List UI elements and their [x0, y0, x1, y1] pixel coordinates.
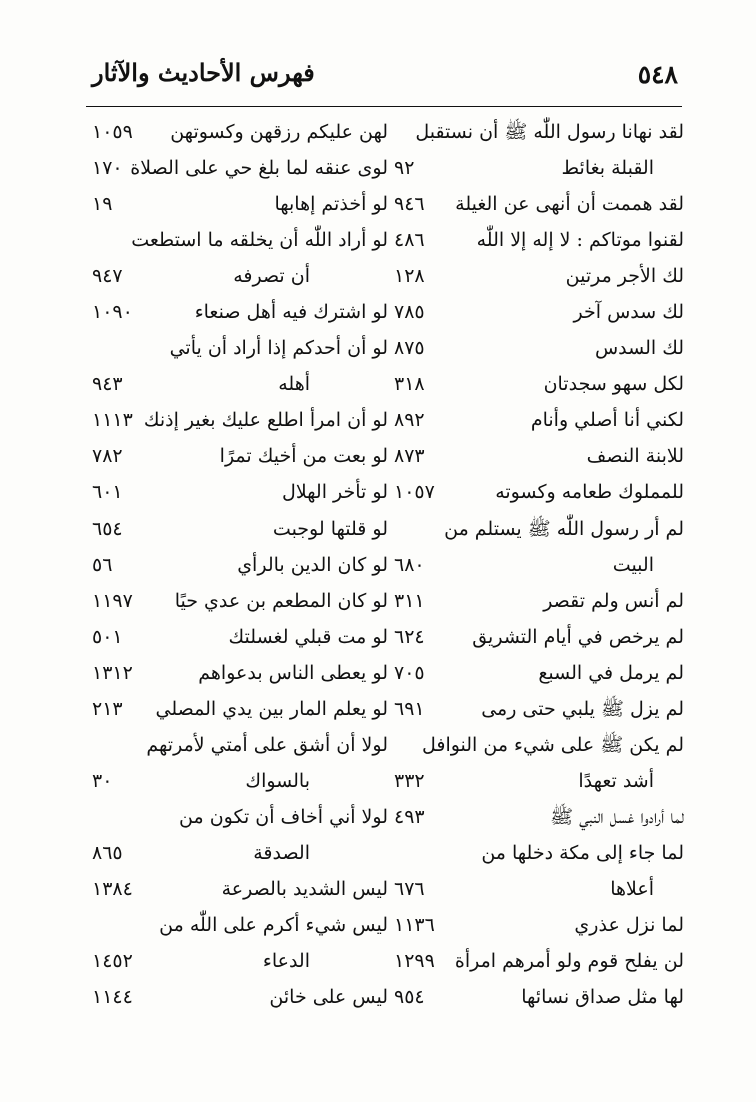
index-entry — [92, 835, 388, 871]
entry-text: البيت — [612, 553, 654, 576]
entry-page-number: ٨٦٥ — [92, 841, 123, 864]
header-rule — [86, 106, 682, 107]
entry-text: لولا أن أشق على أمتي لأمرتهم — [146, 733, 388, 756]
entry-text: لم يكن ﷺ على شيء من النوافل — [421, 733, 684, 756]
entry-page-number: ١٣١٢ — [92, 661, 133, 684]
entry-page-number: ٥٦ — [92, 553, 113, 576]
index-entry — [92, 186, 388, 222]
entry-page-number: ١١٩٧ — [92, 589, 133, 612]
entry-text: لو أخذتم إهابها — [274, 193, 388, 216]
entry-text: لما نزل عذري — [574, 914, 684, 937]
entry-text: لو اشترك فيه أهل صنعاء — [194, 301, 388, 324]
entry-page-number: ٣٠ — [92, 769, 113, 792]
entry-page-number: ٩٤٧ — [92, 265, 123, 288]
entry-text: ليس شيء أكرم على اللّٰه من — [159, 914, 388, 937]
entry-page-number: ٩٤٣ — [92, 373, 123, 396]
index-entry — [92, 294, 388, 330]
entry-text: لو كان الدين بالرأي — [237, 553, 388, 576]
entry-text: لو أن امرأ اطلع عليك بغير إذنك — [143, 409, 388, 432]
entry-page-number: ٦٥٤ — [92, 517, 123, 540]
entry-text: للمملوك طعامه وكسوته — [495, 481, 684, 504]
entry-page-number: ١٠٥٩ — [92, 121, 133, 143]
entry-text: لو مت قبلي لغسلتك — [228, 625, 388, 648]
index-entry — [92, 438, 388, 474]
page-number: ٥٤٨ — [637, 60, 678, 89]
index-entry — [394, 258, 684, 294]
index-entry — [92, 547, 388, 583]
index-entry — [394, 655, 684, 691]
index-entry — [394, 943, 684, 979]
entry-text: الدعاء — [262, 950, 310, 973]
index-entry — [394, 402, 684, 438]
index-entry — [394, 979, 684, 1015]
entry-text: لو أراد اللّٰه أن يخلقه ما استطعت — [131, 229, 388, 252]
entry-page-number: ٨٧٣ — [394, 445, 425, 468]
index-entry — [394, 222, 684, 258]
entry-text: الصدقة — [253, 841, 310, 864]
entry-text: لهن عليكم رزقهن وكسوتهن — [170, 121, 388, 143]
index-entry — [394, 619, 684, 655]
entry-text: لكل سهو سجدتان — [543, 373, 684, 396]
entry-page-number: ٥٠١ — [92, 625, 123, 648]
entry-text: للابنة النصف — [586, 445, 684, 468]
entry-page-number: ٢١٣ — [92, 697, 123, 720]
index-entry — [92, 799, 388, 835]
entry-text: لو تأخر الهلال — [282, 481, 388, 504]
entry-page-number: ٨٩٢ — [394, 409, 425, 432]
index-entry — [92, 871, 388, 907]
entry-page-number: ٧٠٥ — [394, 661, 425, 684]
index-entry — [394, 583, 684, 619]
entry-text: لو يعطى الناس بدعواهم — [198, 661, 388, 684]
index-entry — [394, 294, 684, 330]
entry-page-number: ٣١١ — [394, 589, 425, 612]
entry-page-number: ١٩ — [92, 193, 113, 216]
entry-text: بالسواك — [245, 769, 310, 792]
index-entry — [92, 943, 388, 979]
entry-text: القبلة بغائط — [561, 157, 654, 180]
index-entry — [394, 763, 684, 799]
entry-page-number: ٧٨٥ — [394, 301, 425, 324]
entry-text: لقد هممت أن أنهى عن الغيلة — [455, 193, 684, 216]
entry-text: لوى عنقه لما بلغ حي على الصلاة — [130, 157, 388, 180]
entry-text: لم أر رسول اللّٰه ﷺ يستلم من — [444, 517, 684, 540]
index-column-left — [92, 114, 388, 1015]
index-entry — [92, 691, 388, 727]
index-entry — [394, 438, 684, 474]
index-entry — [394, 547, 684, 583]
entry-page-number: ٣١٨ — [394, 373, 425, 396]
index-entry — [92, 583, 388, 619]
entry-page-number: ٤٨٦ — [394, 229, 425, 252]
entry-text: لو قلتها لوجبت — [272, 517, 388, 540]
index-entry — [92, 330, 388, 366]
entry-page-number: ١١٣٦ — [394, 914, 435, 937]
entry-page-number: ١٧٠ — [92, 157, 123, 180]
entry-text: لو بعت من أخيك تمرًا — [219, 445, 388, 468]
index-entry — [394, 150, 684, 186]
entry-text: لقنوا موتاكم : لا إله إلا اللّٰه — [476, 229, 684, 252]
entry-page-number: ٦٩١ — [394, 697, 425, 720]
index-entry — [394, 907, 684, 943]
entry-page-number: ١١٤٤ — [92, 986, 133, 1009]
index-entry — [92, 402, 388, 438]
entry-page-number: ١٠٩٠ — [92, 301, 133, 324]
index-entry — [394, 835, 684, 871]
index-entry — [394, 799, 684, 835]
entry-text: لو أن أحدكم إذا أراد أن يأتي — [169, 337, 388, 360]
index-entry — [394, 474, 684, 510]
entry-text: لما جاء إلى مكة دخلها من — [481, 841, 684, 864]
entry-text: لك الأجر مرتين — [565, 265, 684, 288]
entry-text: لن يفلح قوم ولو أمرهم امرأة — [454, 950, 684, 973]
entry-text: لقد نهانا رسول اللّٰه ﷺ أن نستقبل — [415, 121, 684, 143]
entry-page-number: ٤٩٣ — [394, 805, 425, 828]
index-entry — [394, 366, 684, 402]
entry-text: ليس الشديد بالصرعة — [221, 877, 388, 900]
index-entry — [92, 979, 388, 1015]
entry-text: لك سدس آخر — [573, 301, 684, 324]
index-entry — [92, 727, 388, 763]
index-entry — [92, 511, 388, 547]
index-entry — [92, 258, 388, 294]
entry-page-number: ٩٢ — [394, 157, 415, 180]
index-entry — [394, 871, 684, 907]
index-entry — [92, 763, 388, 799]
index-entry — [92, 474, 388, 510]
index-entry — [394, 114, 684, 150]
entry-page-number: ٦٨٠ — [394, 553, 425, 576]
entry-page-number: ٣٣٢ — [394, 769, 425, 792]
entry-text: أهله — [278, 373, 310, 396]
entry-page-number: ٦٠١ — [92, 481, 123, 504]
entry-page-number: ٦٢٤ — [394, 625, 425, 648]
entry-page-number: ٧٨٢ — [92, 445, 123, 468]
entry-page-number: ١٤٥٢ — [92, 950, 133, 973]
entry-text: ليس على خائن — [269, 986, 388, 1009]
entry-text: لم أنس ولم تقصر — [543, 589, 684, 612]
entry-page-number: ٨٧٥ — [394, 337, 425, 360]
index-entry — [92, 150, 388, 186]
index-entry — [394, 691, 684, 727]
index-entry — [394, 727, 684, 763]
entry-page-number: ١١١٣ — [92, 409, 133, 432]
index-entry — [394, 511, 684, 547]
entry-page-number: ١٠٥٧ — [394, 481, 435, 504]
index-entry — [92, 619, 388, 655]
entry-text: لك السدس — [594, 337, 684, 360]
entry-page-number: ٩٥٤ — [394, 986, 425, 1009]
entry-page-number: ١٣٨٤ — [92, 877, 133, 900]
entry-text: أشد تعهدًا — [578, 769, 654, 792]
entry-text: لم يرخص في أيام التشريق — [472, 625, 684, 648]
index-entry — [92, 366, 388, 402]
index-entry — [92, 222, 388, 258]
entry-text: لو كان المطعم بن عدي حيًا — [174, 589, 388, 612]
entry-page-number: ٩٤٦ — [394, 193, 425, 216]
page-title: فهرس الأحاديث والآثار — [92, 58, 315, 87]
entry-text: لم يرمل في السبع — [538, 661, 684, 684]
entry-text: لولا أني أخاف أن تكون من — [179, 805, 388, 828]
entry-text: أعلاها — [610, 877, 654, 900]
entry-text: لما أرادوا غسل النبي ﷺ — [550, 805, 684, 828]
entry-page-number: ١٢٨ — [394, 265, 425, 288]
entry-text: لو يعلم المار بين يدي المصلي — [155, 697, 388, 720]
index-entry — [394, 330, 684, 366]
index-entry — [394, 186, 684, 222]
entry-text: لكني أنا أصلي وأنام — [530, 409, 684, 432]
index-entry — [92, 114, 388, 150]
entry-page-number: ٦٧٦ — [394, 877, 425, 900]
entry-text: لها مثل صداق نسائها — [521, 986, 684, 1009]
index-entry — [92, 655, 388, 691]
entry-text: أن تصرفه — [233, 265, 310, 288]
index-entry — [92, 907, 388, 943]
entry-page-number: ١٢٩٩ — [394, 950, 435, 973]
entry-text: لم يزل ﷺ يلبي حتى رمى — [481, 697, 684, 720]
index-column-right — [394, 114, 684, 1015]
